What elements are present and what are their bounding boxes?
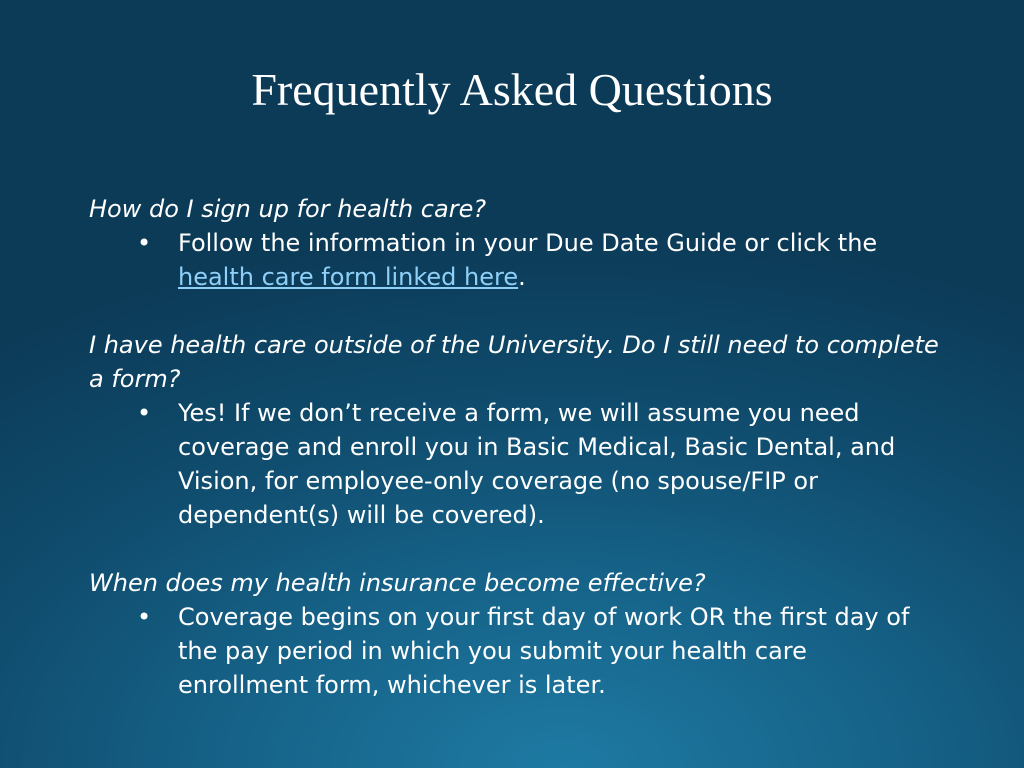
- faq-item-outside-coverage: [89, 328, 949, 532]
- health-care-form-link[interactable]: health care form linked here: [178, 263, 519, 291]
- faq-item-signup: [89, 192, 949, 294]
- slide-title: Frequently Asked Questions: [251, 64, 773, 115]
- faq-question: How do I sign up for health care?: [89, 195, 487, 223]
- faq-answer: [89, 600, 928, 702]
- answer-text: Coverage begins on your first day of work OR the first day of the pay period in which you submit your health care enrollment form, whichever is later.: [178, 603, 910, 699]
- answer-text: Follow the information in your Due Date Guide or click the: [178, 229, 878, 257]
- faq-answer: [89, 226, 928, 294]
- bullet-icon: •: [137, 399, 152, 427]
- faq-item-effective-date: [89, 566, 949, 702]
- faq-question: When does my health insurance become effective?: [89, 569, 706, 597]
- bullet-icon: •: [137, 229, 152, 257]
- bullet-icon: •: [137, 603, 152, 631]
- faq-answer: [89, 396, 928, 532]
- faq-question: I have health care outside of the University. Do I still need to complete a form?: [89, 331, 939, 393]
- answer-text-end: .: [518, 263, 526, 291]
- faq-list: [89, 192, 949, 736]
- answer-text: Yes! If we don’t receive a form, we will assume you need coverage and enroll you in Basic Medical, Basic Dental, and Vision, for employee-only coverage (no spouse/FIP or dependent(s) will be covered).: [178, 399, 896, 529]
